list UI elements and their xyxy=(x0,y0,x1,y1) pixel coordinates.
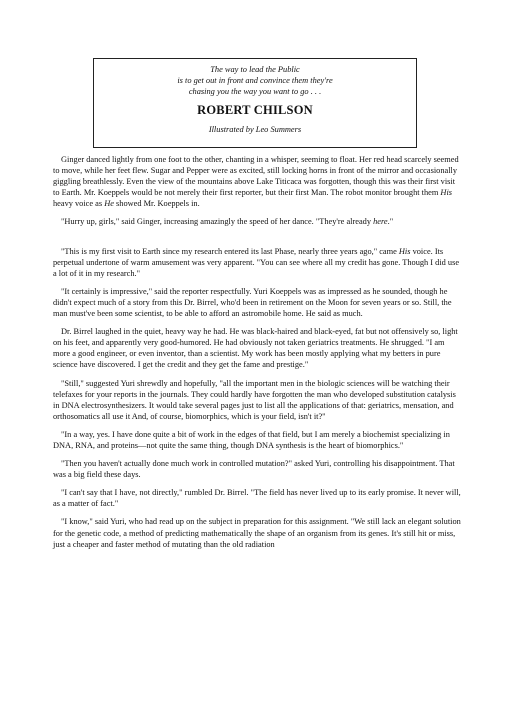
paragraph: Dr. Birrel laughed in the quiet, heavy way he had. He was black-haired and black-eyed, fat but not offensively so, light on his feet, and apparently very good-humored. He had obviously not taken geriatrics treatments. He shrugged. "I am more a good engineer, or even inventor, than a scientist. My work has been mostly applying what my betters in pure science have discovered. I get the credit and they get the fame and prestige." xyxy=(53,327,458,370)
epigraph-line: is to get out in front and convince them they're xyxy=(177,76,333,85)
paragraph: Ginger danced lightly from one foot to the other, chanting in a whisper, seeming to float. Her red head scarcely seemed to move, while her feet flew. Sugar and Pepper were as excited, still locking horns in front of the mirror and occasionally giggling breathlessly. Even the view of the mountains above Lake Titicaca was forgotten, though this was their first visit to Earth. Mr. Koeppels would be not merely their first reporter, but their first Man. The robot monitor brought them His heavy voice as He showed Mr. Koeppels in. xyxy=(53,155,459,209)
epigraph-line: The way to lead the Public xyxy=(210,65,300,74)
paragraph: "It certainly is impressive," said the reporter respectfully. Yuri Koeppels was as impressed as he sounded, though he didn't expect much of a story from this Dr. Birrel, who'd been in retirement on the Moon for seven years or so. Still, the man must've been some scientist, to be able to afford an astromobile home. He said as much. xyxy=(53,286,452,319)
illustrator-credit: Illustrated by Leo Summers xyxy=(208,125,302,134)
emphasis: He xyxy=(104,199,114,209)
epigraph-line: chasing you the way you want to go . . . xyxy=(188,87,322,96)
paragraph: "I know," said Yuri, who had read up on the subject in preparation for this assignment. "We still lack an elegant solution for the genetic code, a method of predicting mathematically the shape of an organism from its genes. It's still hit or miss, just a cheaper and faster method of mutating than the old radiation xyxy=(53,517,461,549)
paragraph: "In a way, yes. I have done quite a bit of work in the edges of that field, but I am merely a biochemist specializing in DNA, RNA, and proteins—not quite the same thing, though DNA synthesis is the heart of biomorphics." xyxy=(53,429,450,450)
paragraph: "Then you haven't actually done much work in controlled mutation?" asked Yuri, controlling his disappointment. That was a big field these days. xyxy=(53,459,455,480)
emphasis: here xyxy=(373,217,388,227)
author-name: ROBERT CHILSON xyxy=(197,103,313,117)
paragraph: "Hurry up, girls," said Ginger, increasing amazingly the speed of her dance. "They're already here." xyxy=(61,217,394,227)
paragraph: "I can't say that I have, not directly," rumbled Dr. Birrel. "The field has never lived up to its early promise. It never will, as a matter of fact." xyxy=(53,488,461,509)
emphasis: His xyxy=(398,246,411,256)
emphasis: His xyxy=(440,188,453,198)
epigraph xyxy=(94,64,416,97)
paragraph: "Still," suggested Yuri shrewdly and hopefully, "all the important men in the biologic sciences will be watching their telefaxes for your reports in the journals. They could hardly have forgotten the man who developed substitution catalysis in DNA electrosynthesizers. It would take several pages just to list all the applications of that: geriatrics, mensation, and orthosomatics all use it And, of course, biomorphics, which is your field, isn't it?" xyxy=(53,378,456,421)
story-text xyxy=(53,154,462,557)
paragraph: "This is my first visit to Earth since my research entered its last Phase, nearly three years ago," came His voice. Its perpetual undertone of warm amusement was very apparent. "You can see where all my credit has gone. Though I did use a lot of it in my research." xyxy=(53,246,460,278)
title-box xyxy=(93,58,417,148)
